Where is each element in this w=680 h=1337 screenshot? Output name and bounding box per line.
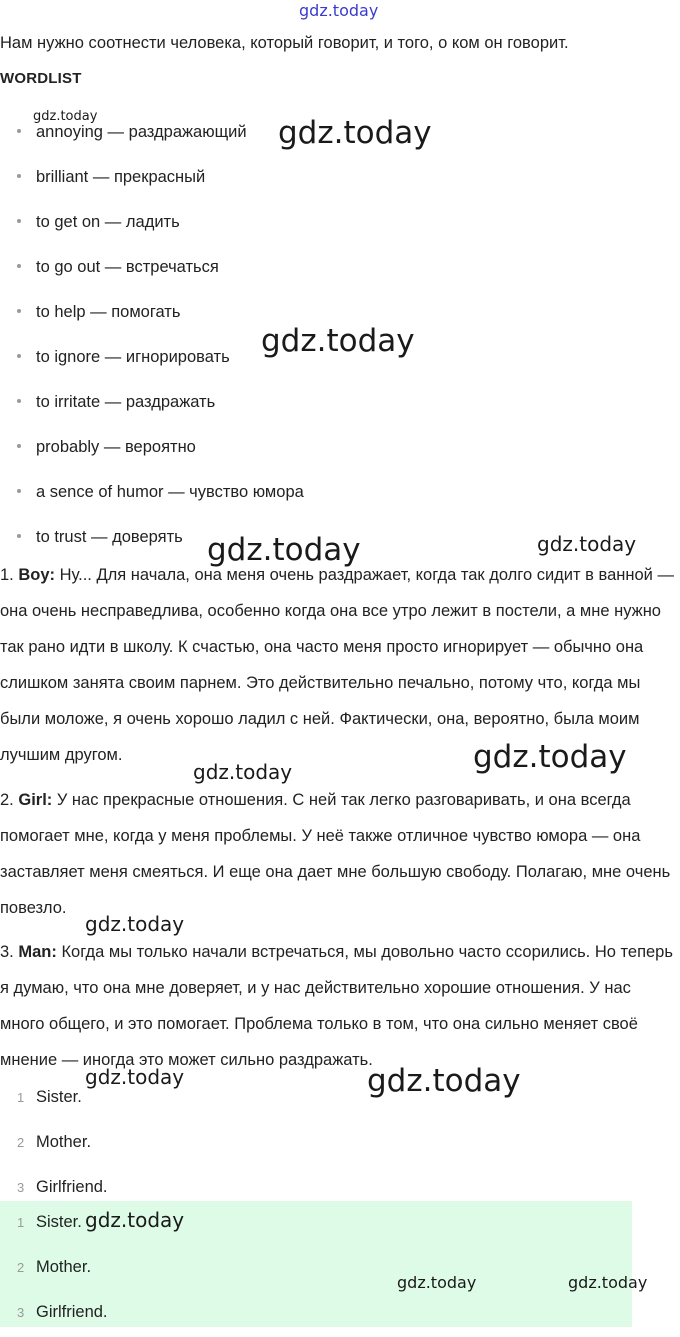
watermark: gdz.today [85, 1065, 185, 1089]
watermark: gdz.today [85, 1208, 185, 1232]
bullet-icon [17, 129, 21, 133]
speaker-label: Boy: [18, 566, 56, 584]
watermark: gdz.today [261, 323, 415, 359]
paragraph-girl: 2. Girl: У нас прекрасные отношения. С ней так легко разговаривать, и она всегда помогает мне, когда у меня проблемы. У неё также отличное чувство юмора — она заставляет меня смеяться. И еще она дает мне большую свободу. Полагаю, мне очень повезло. [0, 791, 671, 917]
watermark: gdz.today [278, 115, 432, 151]
bullet-icon [17, 264, 21, 268]
paragraph-boy: 1. Boy: Ну... Для начала, она меня очень раздражает, когда так долго сидит в ванной — она очень несправедлива, особенно когда она все утро лежит в постели, а мне нужно так рано идти в школу. К счастью, она часто меня просто игнорирует — обычно она слишком занята своим парнем. Это действительно печально, потому что, когда мы были моложе, я очень хорошо ладил с ней. Фактически, она, вероятно, была моим лучшим другом. [0, 566, 674, 764]
speaker-label: Man: [18, 943, 57, 961]
watermark: gdz.today [537, 532, 637, 556]
bullet-icon [17, 174, 21, 178]
watermark: gdz.today [568, 1273, 648, 1292]
watermark: gdz.today [207, 532, 361, 568]
bullet-icon [17, 399, 21, 403]
watermark: gdz.today [473, 739, 627, 775]
wordlist-heading: WORDLIST [0, 70, 82, 87]
watermark: gdz.today [367, 1063, 521, 1099]
speaker-label: Girl: [18, 791, 53, 809]
watermark: gdz.today [397, 1273, 477, 1292]
watermark: gdz.today [193, 760, 293, 784]
watermark: gdz.today [33, 109, 98, 124]
bullet-icon [17, 354, 21, 358]
bullet-icon [17, 489, 21, 493]
watermark: gdz.today [85, 912, 185, 936]
bullet-icon [17, 534, 21, 538]
intro-text: Нам нужно соотнести человека, который говорит, и того, о ком он говорит. [0, 34, 569, 52]
bullet-icon [17, 219, 21, 223]
watermark: gdz.today [299, 1, 379, 20]
bullet-icon [17, 309, 21, 313]
paragraph-man: 3. Man: Когда мы только начали встречаться, мы довольно часто ссорились. Но теперь я думаю, что она мне доверяет, и у нас действительно хорошие отношения. У нас много общего, и это помогает. Проблема только в том, что она сильно меняет своё мнение — иногда это может сильно раздражать. [0, 943, 673, 1069]
bullet-icon [17, 444, 21, 448]
